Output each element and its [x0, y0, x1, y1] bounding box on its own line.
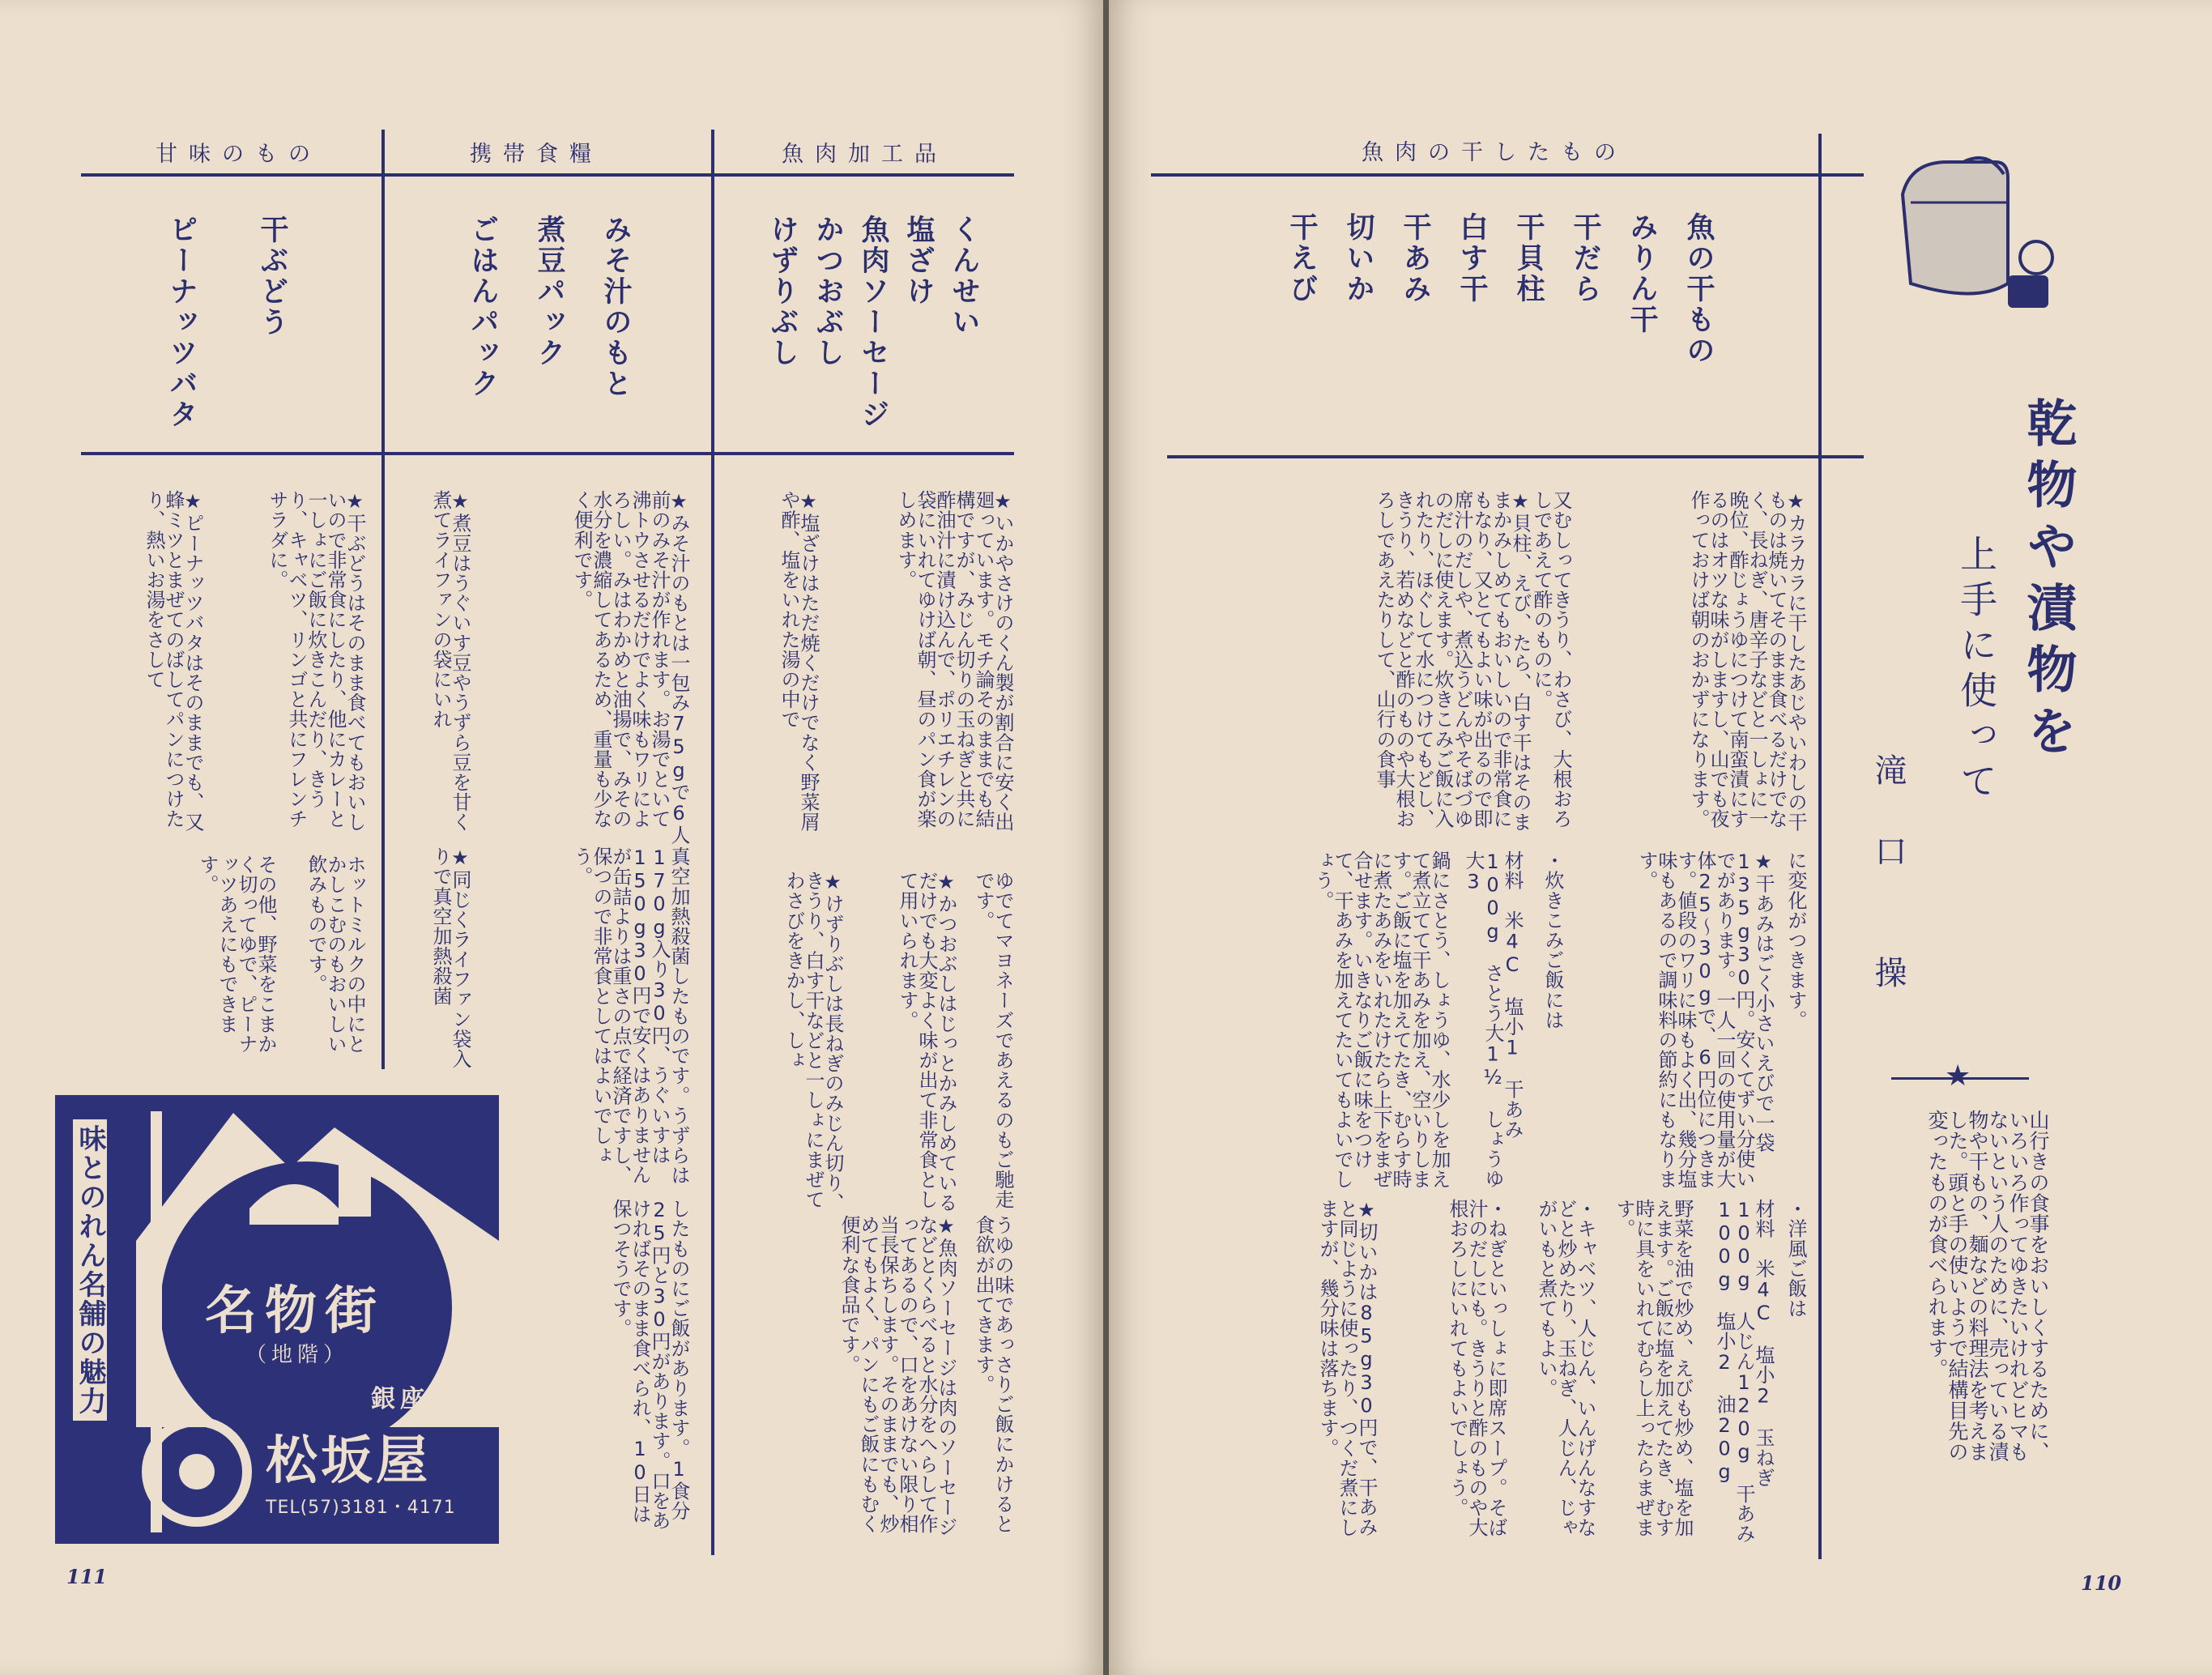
ad-location: 銀座 — [371, 1385, 429, 1413]
ad-slogan: 味とのれん名舗の魅力 — [73, 1119, 107, 1421]
lid-icon — [2020, 241, 2052, 274]
right-page — [1109, 0, 2212, 1675]
item: 干あみ — [1399, 212, 1431, 305]
ad-store-name: 松坂屋 — [266, 1431, 431, 1491]
item: 魚の干もの — [1682, 212, 1715, 366]
article-title: 乾物や漬物を — [2018, 397, 2078, 766]
ad-telephone: TEL(57)3181・4171 — [266, 1498, 456, 1518]
paragraph: その他、野菜をこまかく切ってゆで、ピーナッツあえにもできます。 — [196, 855, 277, 1054]
item: 煮豆パック — [533, 215, 565, 369]
table-bottom-rule — [1167, 455, 1864, 458]
paragraph: ★いかやさけのくん製が割合に安く出廻っています。モチ論そのままでも結構ですが、みじん切りの玉ねぎと共に酢油汁に漬け込んで、ポリエチレンの袋にいれてゆけば朝、昼のパン食が楽しめます。 — [894, 490, 1014, 833]
item: けずりぶし — [766, 215, 799, 369]
paragraph: ★ピーナッツバタはそのままでも、又蜂ミツとまぜてのばしてパンにつけたり、熱いお湯をさして — [143, 490, 204, 833]
paragraph: ★塩ざけはただ焼くだけでなく野菜屑や酢、塩をいれた湯の中で — [778, 490, 820, 833]
building-icon — [339, 1160, 371, 1217]
paragraph: に変化がつきます。 — [1784, 850, 1807, 1030]
book-gutter — [1103, 0, 1109, 1675]
header-fish-processed: 魚肉加工品 — [782, 142, 948, 167]
paragraph: ・洋風ご飯は — [1784, 1199, 1807, 1319]
pot-icon — [1903, 162, 2008, 294]
item: 干ぶどう — [256, 215, 288, 338]
paragraph: ★カラカラに干したあじやいわしの干ものは焼いてそのまま食べるだけでなく、長ねぎ、唐辛子などと一しょに一晩位、酢じょうゆにつけて南蛮漬にするのはオツな味がしますし、山でも夜作っておけば朝のおかずになります。 — [1687, 490, 1807, 833]
left-page — [0, 0, 1103, 1675]
item: 干えび — [1285, 212, 1318, 305]
ad-stripe — [151, 1111, 162, 1532]
paragraph: ★煮豆はうぐいす豆やうずら豆を甘く煮てライファンの袋にいれ — [429, 490, 471, 833]
table-bottom-rule — [81, 452, 1014, 455]
page-number: 111 — [66, 1565, 108, 1588]
header-dried-fish: 魚肉の干したもの — [1362, 140, 1627, 165]
paragraph: 真空加熱殺菌したものです。うずらは170g入り30円、うぐいすは150g30円で安くはありませんが缶詰よりは重さの点で経済ですし、保つので非常食としてはよいでしょう。 — [570, 846, 690, 1186]
paragraph: ★切いかは85g30円で、干あみと同じように使ったり、つくだ煮にしますが、幾分味は落ちます。 — [1316, 1199, 1378, 1538]
item: かつおぶし — [812, 215, 844, 369]
item: 塩ざけ — [902, 215, 935, 307]
store-logo-center — [179, 1454, 215, 1490]
table-top-rule — [1151, 173, 1864, 177]
author-given-name: 操 — [1869, 956, 1907, 988]
paragraph: ★かつおぶしはじっとかみしめているだけでも大変よく味が出て非常食として用いられます。 — [896, 871, 957, 1213]
mess-tin-illustration — [1886, 154, 2073, 324]
paragraph: 材料 米4C 塩小2 玉ねぎ100g 人じん120g 干あみ100g 塩小2 油20g — [1713, 1199, 1775, 1544]
paragraph: ★同じくライファン袋入りで真空加熱殺菌 — [429, 846, 471, 1069]
item: 魚肉ソーセージ — [857, 215, 889, 430]
author-surname: 滝口 — [1869, 753, 1907, 915]
ad-headline: 名物街 — [205, 1281, 385, 1341]
header-portable-food: 携帯食糧 — [470, 142, 603, 167]
paragraph: 鍋にさとう、しょうゆ、水少しを加えて煮立てて干あみを加え、空いりします。ご飯に塩を加えてたき、むらす時に煮たあみをいれたけたら上下をまぜ合せます。いきなりご飯に味をつけて、干あみを加えてたいてもよいでしょう。 — [1311, 850, 1451, 1190]
advertisement — [55, 1095, 499, 1544]
item: 干貝柱 — [1512, 212, 1545, 305]
paragraph: ★けずりぶしは長ねぎのみじん切り、きうり、白す干などと一しょにまぜてわさびをきかし、しょ — [782, 871, 844, 1213]
paragraph: 野菜を油で炒め、えびも炒め、塩を加えます。ご飯に塩を加えてたき、むす時に具をいれてむらし上ったらまぜます。 — [1613, 1199, 1694, 1538]
header-sweets: 甘味のもの — [156, 142, 322, 167]
paragraph: したものにご飯があります。1食分25円と30円があります。口をあければそのまま食べられ、10日は保つそうです。 — [609, 1199, 690, 1531]
paragraph: 又むしってきうり、わさび、大根おろしであえて酢のものに。 — [1530, 490, 1572, 829]
page-number: 110 — [2081, 1571, 2122, 1595]
paragraph: ゆでてマヨネーズであえるのもご馳走です。 — [972, 871, 1014, 1210]
paragraph: うゆの味であっさりご飯にかけると食欲が出てきます。 — [972, 1215, 1014, 1534]
paragraph: ・ねぎといっしょに即席スープ。そば汁のだしにも。きうりと酢のものや大根おろしにいれてもよいでしょう。 — [1446, 1199, 1507, 1538]
paragraph: ★干あみはごく小さいえびで一袋135g30円。安くてずい分使いでがあります。一人一回の使用量が大体25〜30gで、6円位につきます。値段のワリに味もよく出、幾分塩味もあるので調味料の節約にもなります。 — [1635, 850, 1775, 1190]
paragraph: ・キャベツ、人じん、いんげんなすなどと炒めたり、玉ねぎ、人じん、じゃがいもと煮てもよい。 — [1535, 1199, 1596, 1538]
column-divider — [1818, 134, 1822, 1559]
item: くんせい — [948, 215, 980, 338]
article-subtitle: 上手に使って — [1954, 535, 1998, 807]
paragraph: ★干ぶどうはそのまま食べてもおいしいので非常食にしたり、他にカレーと一しょにご飯に炊きこんだり、きうり、キャベツ、リンゴと共にフレンチサラダに。 — [266, 490, 366, 833]
star-icon: ★ — [1945, 1059, 1971, 1093]
item: ごはんパック — [467, 215, 499, 399]
table-top-rule — [81, 173, 1014, 177]
item: 切いか — [1342, 212, 1375, 305]
intro-text: 山行きの食事をおいしくするために、いろいろ作ってゆきたいけれどヒマもないという人のために、売っている漬物や干もの、麺などの料理法を考えました。頭と手の使いようで結構目先の変ったものが食べられます。 — [1925, 1110, 2050, 1463]
column-divider — [381, 130, 385, 1069]
paragraph: ★みそ汁のもとは一包み75gで6人前のみそ汁が作れます。お湯でといて沸トウさせるだけでよく味もワリによろしい。みはわかめと油揚で、みその水分を濃縮してあるため、重量も少なく便利です。 — [570, 490, 690, 846]
ad-floor: （地階） — [245, 1343, 350, 1367]
item: ピーナッツバタ — [165, 215, 198, 430]
paragraph: 材料 米4C 塩小1 干あみ100g さとう大1½ しょうゆ大3 — [1462, 850, 1524, 1189]
cup-icon — [2008, 275, 2048, 308]
column-divider — [711, 130, 714, 1555]
paragraph: ★魚肉ソーセージは肉のソーセージなどとくらべると水分をへらして作ってあるので、口をあけない限り相当長保ちします。そのままでも、炒めてもよく、パンにもご飯にもむく便利な食品です。 — [837, 1215, 957, 1537]
paragraph: ホットミルクの中にとかしこむのもおいしい飲みものです。 — [305, 855, 366, 1054]
paragraph: ★貝柱、えび、たら、白す干はそのままかみしめてもおいしいので非常食にもなり、又とてもよい味が出るので即席汁のだしや、煮込うどんやそばづゆのだしに使えます。炊きこみご飯に入れたり、ほぐして水につけてもどし、きうり、若めなどと酢のものや大根おろしであえたりして、山行の食事 — [1373, 490, 1532, 833]
item: みりん干 — [1626, 212, 1658, 335]
item: 干だら — [1569, 212, 1601, 305]
paragraph: ・炊きこみご飯には — [1541, 850, 1564, 1030]
item: 白す干 — [1455, 212, 1488, 305]
item: みそ汁のもと — [599, 215, 632, 399]
